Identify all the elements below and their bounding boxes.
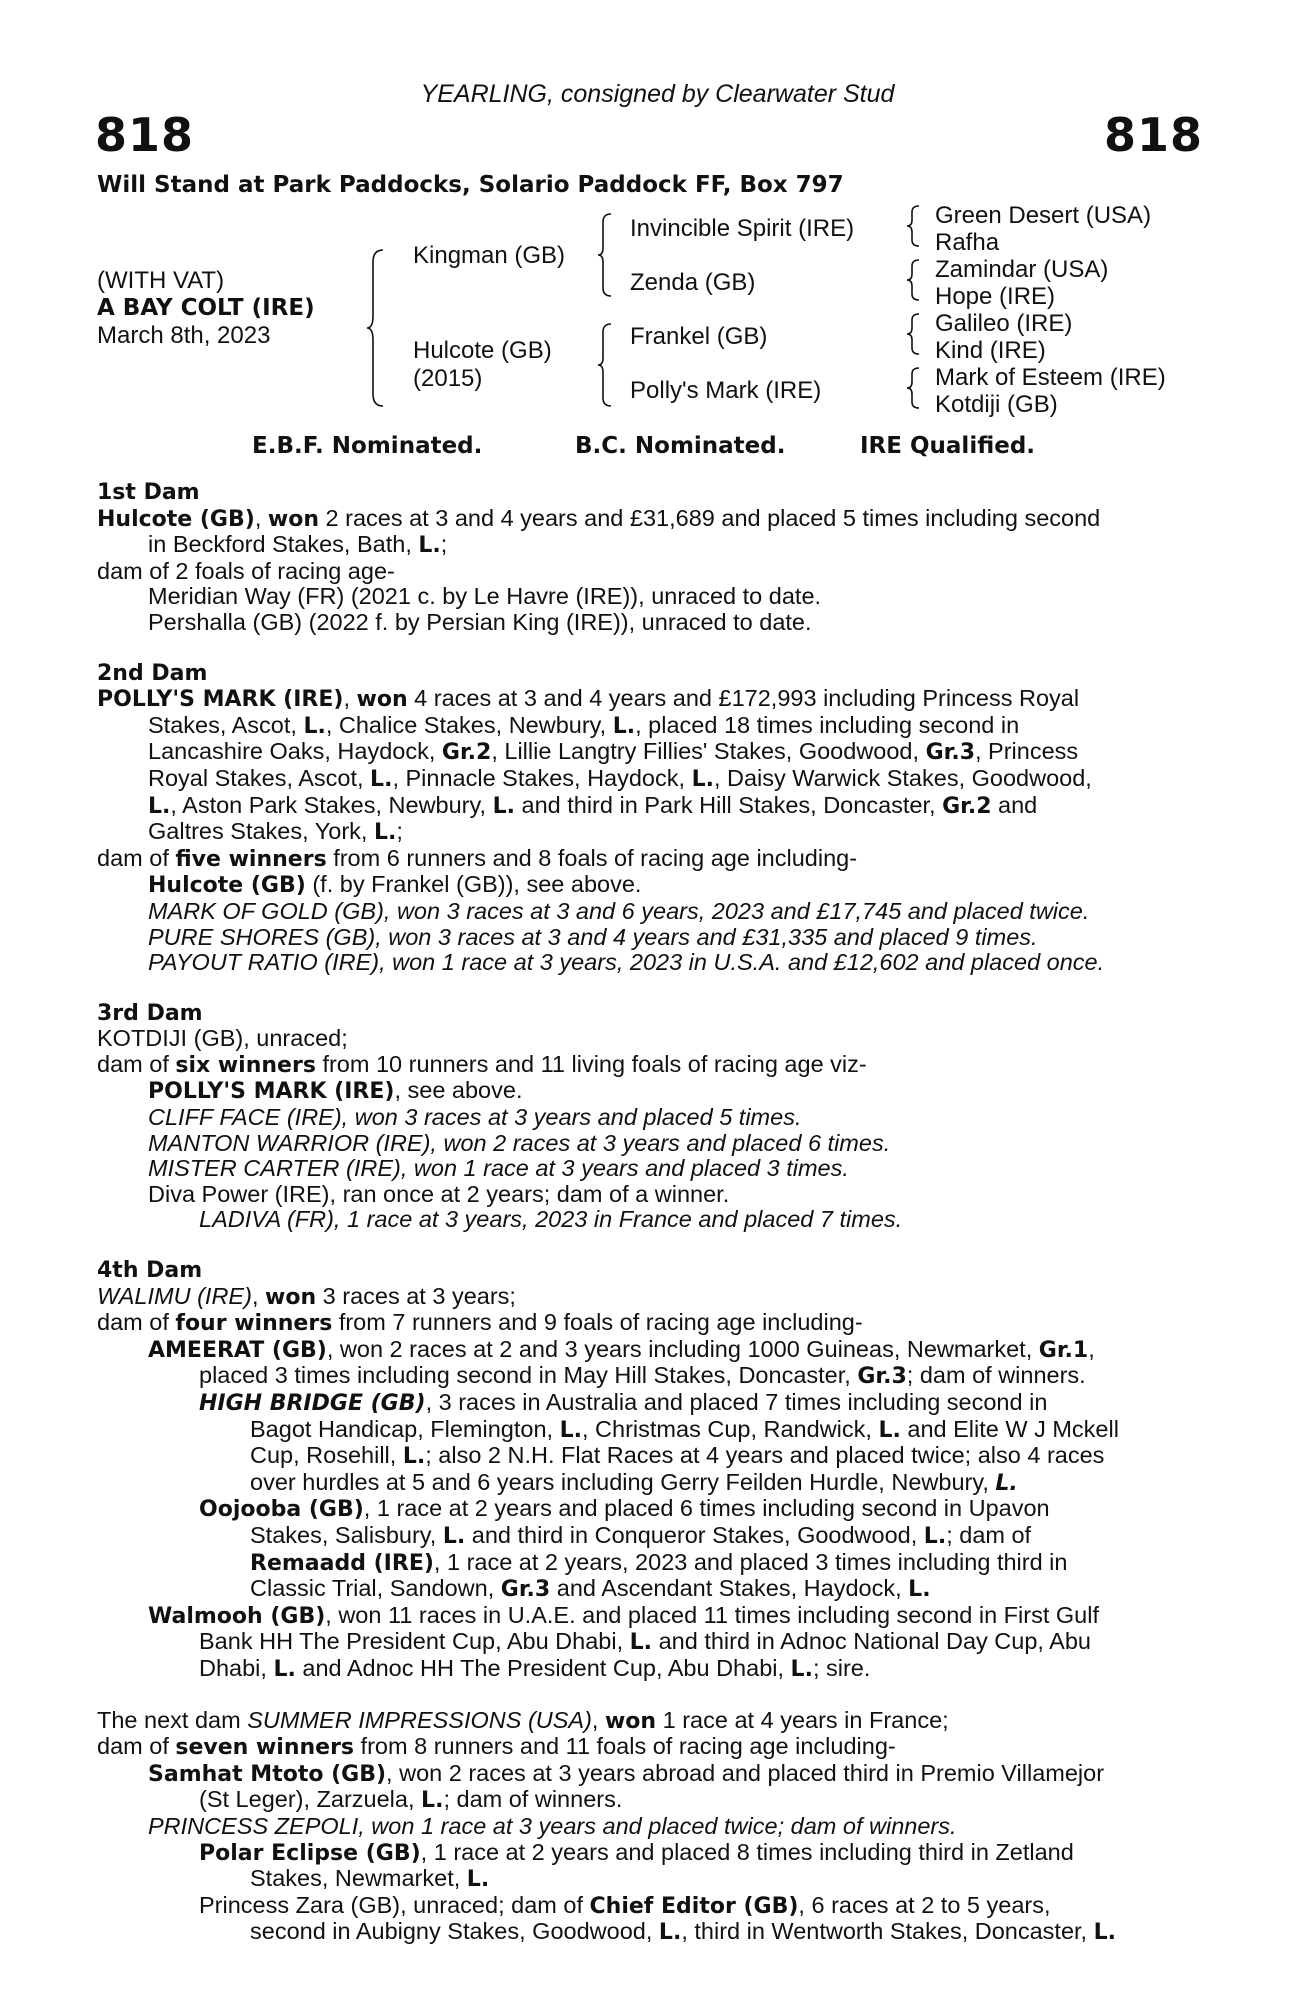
text-run: , Christmas Cup, Randwick, xyxy=(582,1415,879,1442)
text-run: 2 races at 3 and 4 years and £31,689 and placed 5 times including second xyxy=(318,504,1101,531)
ire-qualified: IRE Qualified. xyxy=(860,433,1036,459)
bold-run: L. xyxy=(373,820,397,846)
bold-run: L. xyxy=(402,1444,426,1470)
bold-run: L. xyxy=(629,1630,653,1656)
text-line xyxy=(97,1417,1203,1444)
text-line xyxy=(97,1814,1203,1840)
text-line xyxy=(97,1182,1203,1208)
text-run: Cup, Rosehill, xyxy=(250,1442,403,1469)
standing-location: Will Stand at Park Paddocks, Solario Paddock FF, Box 797 xyxy=(97,172,844,198)
text-line xyxy=(97,1470,1203,1497)
text-run: dam of xyxy=(97,1733,176,1760)
fourth-dam-title: 4th Dam xyxy=(97,1258,203,1284)
foaling-date: March 8th, 2023 xyxy=(97,322,271,349)
fourth-dam-section xyxy=(97,1258,1203,1683)
dam-dam: Polly's Mark (IRE) xyxy=(630,377,822,404)
text-run: Dhabi, xyxy=(199,1654,274,1681)
bold-run: L. xyxy=(923,1523,947,1549)
text-run: and xyxy=(991,791,1038,818)
bold-run: Chief Editor (GB) xyxy=(589,1893,799,1919)
bold-run: won xyxy=(356,687,408,713)
text-run: , 3 races in Australia and placed 7 times including second in xyxy=(425,1389,1048,1415)
text-run: dam of xyxy=(97,844,176,871)
bold-run: Polar Eclipse (GB) xyxy=(199,1840,421,1866)
italic-run: PURE SHORES (GB), won 3 races at 3 and 4 years and £31,335 and placed 9 times. xyxy=(148,923,1038,950)
text-run: , placed 18 times including second in xyxy=(635,711,1020,738)
text-line xyxy=(97,899,1203,925)
bold-run: HIGH BRIDGE (GB) xyxy=(199,1391,426,1416)
text-line xyxy=(97,1105,1203,1131)
text-run: Galtres Stakes, York, xyxy=(148,818,374,845)
text-run: from 7 runners and 9 foals of racing age including- xyxy=(332,1309,863,1336)
text-line xyxy=(97,925,1203,951)
first-dam-title: 1st Dam xyxy=(97,480,200,505)
sire-dam-dam: Hope (IRE) xyxy=(935,283,1056,310)
text-line xyxy=(97,1708,1203,1735)
text-run: , Daisy Warwick Stakes, Goodwood, xyxy=(713,764,1092,791)
bold-run: L. xyxy=(303,713,326,739)
text-line xyxy=(97,1629,1203,1656)
text-run: ; also 2 N.H. Flat Races at 4 years and placed twice; also 4 races xyxy=(425,1442,1105,1469)
bold-run: Gr.3 xyxy=(925,740,975,766)
text-run: , 6 races at 2 to 5 years, xyxy=(798,1891,1051,1918)
text-line xyxy=(97,1523,1203,1550)
text-run: Stakes, Newmarket, xyxy=(250,1865,467,1892)
text-run: Lancashire Oaks, Haydock, xyxy=(148,738,442,765)
text-line xyxy=(97,1363,1203,1390)
brace-sire xyxy=(596,212,616,298)
bold-run: L. xyxy=(612,713,636,739)
bold-run: L. xyxy=(1093,1920,1117,1946)
text-line xyxy=(97,1131,1203,1157)
text-line xyxy=(97,610,1203,636)
bold-run: L. xyxy=(442,1523,466,1549)
dam-sire: Frankel (GB) xyxy=(630,323,768,350)
italic-run: MANTON WARRIOR (IRE), won 2 races at 3 years and placed 6 times. xyxy=(148,1129,891,1156)
text-run: second in Aubigny Stakes, Goodwood, xyxy=(250,1918,659,1945)
vat-note: (WITH VAT) xyxy=(97,267,225,294)
text-run: , xyxy=(343,685,357,712)
text-line xyxy=(97,1026,1203,1052)
first-dam-section xyxy=(97,480,1203,636)
bold-run: Gr.3 xyxy=(500,1577,551,1603)
text-run: placed 3 times including second in May Hill Stakes, Doncaster, xyxy=(199,1362,858,1389)
text-run: from 10 runners and 11 living foals of racing age viz- xyxy=(315,1050,867,1077)
bold-run: six winners xyxy=(175,1052,316,1078)
text-run: , won 11 races in U.A.E. and placed 11 times including second in First Gulf xyxy=(325,1601,1099,1628)
dam-year: (2015) xyxy=(413,365,483,392)
text-run: , Pinnacle Stakes, Haydock, xyxy=(392,764,692,791)
bold-run: AMEERAT (GB) xyxy=(148,1337,327,1363)
dam-name: Hulcote (GB) xyxy=(413,337,552,364)
text-run: ; sire. xyxy=(812,1654,871,1681)
sire-dam: Zenda (GB) xyxy=(630,269,756,296)
text-run: and Ascendant Stakes, Haydock, xyxy=(550,1575,909,1602)
dam-sire-dam: Kind (IRE) xyxy=(935,337,1046,364)
bold-run: L. xyxy=(691,766,714,792)
horse-name: A BAY COLT (IRE) xyxy=(97,295,315,321)
sire-sire-sire: Green Desert (USA) xyxy=(935,202,1152,229)
text-line xyxy=(97,559,1203,585)
text-line xyxy=(97,532,1203,559)
text-run: from 6 runners and 8 foals of racing age including- xyxy=(326,844,858,871)
lot-number-right: 818 xyxy=(1103,108,1203,162)
sire-sire-dam: Rafha xyxy=(935,229,1000,256)
text-run: dam of 2 foals of racing age- xyxy=(97,557,395,584)
text-run: , won 2 races at 2 and 3 years including 1000 Guineas, Newmarket, xyxy=(326,1335,1039,1362)
text-line xyxy=(97,819,1203,846)
dam-dam-dam: Kotdiji (GB) xyxy=(935,391,1058,418)
text-run: , third in Wentworth Stakes, Doncaster, xyxy=(681,1918,1094,1945)
text-run: The next dam xyxy=(97,1706,248,1733)
bold-run: POLLY'S MARK (IRE) xyxy=(97,687,344,713)
text-run: ; dam of winners. xyxy=(443,1786,623,1813)
bold-run: Oojooba (GB) xyxy=(199,1497,364,1523)
text-run: 1 race at 4 years in France; xyxy=(656,1706,949,1733)
bold-run: five winners xyxy=(175,846,327,872)
next-dam-section xyxy=(97,1708,1203,1946)
text-line xyxy=(97,1052,1203,1079)
text-line xyxy=(97,1787,1203,1814)
text-run: over hurdles at 5 and 6 years including Gerry Feilden Hurdle, Newbury, xyxy=(250,1468,996,1495)
text-run: , xyxy=(254,504,268,531)
text-run: (St Leger), Zarzuela, xyxy=(199,1786,422,1813)
italic-run: CLIFF FACE (IRE), won 3 races at 3 years and placed 5 times. xyxy=(148,1104,802,1131)
bold-run: won xyxy=(265,1284,317,1310)
text-run: , 1 race at 2 years and placed 8 times including third in Zetland xyxy=(420,1838,1074,1865)
text-run: Classic Trial, Sandown, xyxy=(250,1575,501,1602)
italic-run: SUMMER IMPRESSIONS (USA) xyxy=(247,1706,592,1733)
third-dam-title: 3rd Dam xyxy=(97,1000,203,1026)
bc-nomination: B.C. Nominated. xyxy=(575,433,786,459)
bold-run: won xyxy=(267,506,319,532)
text-line xyxy=(97,1919,1203,1946)
bold-run: Hulcote (GB) xyxy=(148,873,306,899)
text-run: , xyxy=(591,1706,605,1733)
bold-run: L. xyxy=(370,766,393,792)
italic-run: MARK OF GOLD (GB), won 3 races at 3 and 6 years, 2023 and £17,745 and placed twice. xyxy=(148,897,1090,924)
text-run: and Elite W J Mckell xyxy=(900,1415,1119,1442)
text-line xyxy=(97,1284,1203,1311)
bold-run: L. xyxy=(466,1867,490,1893)
brace-ds xyxy=(905,312,923,356)
text-line xyxy=(97,846,1203,873)
dam-dam-sire: Mark of Esteem (IRE) xyxy=(935,364,1166,391)
bold-run: Gr.2 xyxy=(441,740,492,766)
text-line xyxy=(97,793,1203,820)
text-run: , Princess xyxy=(975,738,1079,765)
text-run: , Chalice Stakes, Newbury, xyxy=(325,711,613,738)
bold-run: L. xyxy=(995,1470,1018,1496)
text-run: , xyxy=(251,1282,265,1309)
text-run: , 1 race at 2 years and placed 6 times including second in Upavon xyxy=(363,1495,1050,1522)
text-run: Bank HH The President Cup, Abu Dhabi, xyxy=(199,1628,630,1655)
text-line xyxy=(97,584,1203,610)
text-run: dam of xyxy=(97,1050,176,1077)
text-run: Meridian Way (FR) (2021 c. by Le Havre (IRE)), unraced to date. xyxy=(148,583,822,610)
text-line xyxy=(97,1390,1203,1417)
text-line xyxy=(97,713,1203,740)
third-dam-section xyxy=(97,1001,1203,1233)
bold-run: L. xyxy=(878,1417,901,1443)
text-run: ; xyxy=(396,818,403,845)
catalogue-body xyxy=(97,480,1203,1971)
text-run: 3 races at 3 years; xyxy=(316,1282,516,1309)
text-run: Bagot Handicap, Flemington, xyxy=(250,1415,560,1442)
bold-run: L. xyxy=(908,1577,931,1603)
bold-run: Gr.3 xyxy=(857,1364,907,1390)
bold-run: won xyxy=(604,1708,657,1734)
text-line xyxy=(97,1893,1203,1920)
text-line xyxy=(97,1207,1203,1233)
text-run: 4 races at 3 and 4 years and £172,993 including Princess Royal xyxy=(407,685,1080,712)
second-dam-section xyxy=(97,661,1203,976)
text-run: , Aston Park Stakes, Newbury, xyxy=(170,791,493,818)
brace-main xyxy=(365,248,389,408)
sire-sire: Invincible Spirit (IRE) xyxy=(630,215,855,242)
text-line xyxy=(97,1734,1203,1761)
page-subtitle: YEARLING, consigned by Clearwater Stud xyxy=(420,80,895,108)
bold-run: Samhat Mtoto (GB) xyxy=(148,1761,387,1787)
text-line xyxy=(97,872,1203,899)
text-run: Stakes, Salisbury, xyxy=(250,1521,443,1548)
brace-dam xyxy=(596,322,616,408)
text-line xyxy=(97,766,1203,793)
text-line xyxy=(97,739,1203,766)
brace-dd xyxy=(905,366,923,410)
text-line xyxy=(97,686,1203,713)
text-line xyxy=(97,1078,1203,1105)
italic-run: MISTER CARTER (IRE), won 1 race at 3 years and placed 3 times. xyxy=(148,1155,849,1182)
bold-run: Remaadd (IRE) xyxy=(250,1550,434,1576)
sire-dam-sire: Zamindar (USA) xyxy=(935,256,1109,283)
text-line xyxy=(97,1550,1203,1577)
text-run: Princess Zara (GB), unraced; dam of xyxy=(199,1891,590,1918)
text-run: , Lillie Langtry Fillies' Stakes, Goodwood, xyxy=(491,738,926,765)
text-run: and third in Conqueror Stakes, Goodwood, xyxy=(465,1521,924,1548)
text-run: dam of xyxy=(97,1309,176,1336)
text-run: Royal Stakes, Ascot, xyxy=(148,764,371,791)
text-run: KOTDIJI (GB), unraced; xyxy=(97,1025,348,1052)
text-line xyxy=(97,1156,1203,1182)
bold-run: L. xyxy=(559,1417,582,1443)
text-run: ; dam of xyxy=(946,1521,1032,1548)
text-line xyxy=(97,1496,1203,1523)
text-run: , see above. xyxy=(394,1077,523,1104)
text-line xyxy=(97,1603,1203,1630)
bold-run: L. xyxy=(658,1920,682,1946)
text-run: Pershalla (GB) (2022 f. by Persian King (IRE)), unraced to date. xyxy=(148,608,812,635)
italic-run: WALIMU (IRE) xyxy=(97,1282,252,1309)
text-run: , won 2 races at 3 years abroad and placed third in Premio Villamejor xyxy=(386,1759,1105,1786)
italic-run: PRINCESS ZEPOLI, won 1 race at 3 years and placed twice; dam of winners. xyxy=(148,1812,957,1839)
dam-sire-sire: Galileo (IRE) xyxy=(935,310,1073,337)
text-run: and third in Adnoc National Day Cup, Abu xyxy=(652,1628,1091,1655)
text-line xyxy=(97,1761,1203,1788)
text-run: , 1 race at 2 years, 2023 and placed 3 times including third in xyxy=(433,1548,1068,1575)
bold-run: L. xyxy=(421,1788,444,1814)
text-run: and third in Park Hill Stakes, Doncaster, xyxy=(514,791,943,818)
lot-number-left: 818 xyxy=(95,108,195,162)
second-dam-title: 2nd Dam xyxy=(97,660,208,686)
bold-run: L. xyxy=(273,1656,296,1682)
ebf-nomination: E.B.F. Nominated. xyxy=(252,433,483,459)
bold-run: Walmooh (GB) xyxy=(148,1603,326,1629)
bold-run: L. xyxy=(492,793,515,819)
text-line xyxy=(97,1337,1203,1364)
text-line xyxy=(97,1840,1203,1867)
text-line xyxy=(97,506,1203,533)
sire-name: Kingman (GB) xyxy=(413,242,566,269)
text-run: ; dam of winners. xyxy=(906,1362,1086,1389)
text-run: ; xyxy=(440,531,448,558)
bold-run: L. xyxy=(418,533,441,559)
text-line xyxy=(97,1310,1203,1337)
italic-run: PAYOUT RATIO (IRE), won 1 race at 3 years, 2023 in U.S.A. and £12,602 and placed once. xyxy=(148,949,1105,976)
text-run: (f. by Frankel (GB)), see above. xyxy=(305,871,642,898)
text-run: and Adnoc HH The President Cup, Abu Dhabi, xyxy=(295,1654,791,1681)
text-line xyxy=(97,1576,1203,1603)
text-run: Stakes, Ascot, xyxy=(148,711,304,738)
text-line xyxy=(97,1443,1203,1470)
bold-run: Gr.2 xyxy=(942,793,992,819)
italic-run: LADIVA (FR), 1 race at 3 years, 2023 in France and placed 7 times. xyxy=(199,1206,903,1233)
brace-ss xyxy=(905,204,923,248)
text-run: in Beckford Stakes, Bath, xyxy=(148,531,419,558)
text-line xyxy=(97,1866,1203,1893)
bold-run: L. xyxy=(148,793,171,819)
brace-sd xyxy=(905,258,923,302)
bold-run: POLLY'S MARK (IRE) xyxy=(148,1079,395,1105)
text-run: , xyxy=(1088,1335,1095,1362)
bold-run: Gr.1 xyxy=(1038,1337,1089,1363)
bold-run: L. xyxy=(790,1656,813,1682)
text-line xyxy=(97,1656,1203,1683)
bold-run: Hulcote (GB) xyxy=(97,506,255,532)
text-line xyxy=(97,950,1203,976)
bold-run: seven winners xyxy=(175,1735,355,1761)
text-run: from 8 runners and 11 foals of racing age including- xyxy=(354,1733,896,1760)
text-run: Diva Power (IRE), ran once at 2 years; dam of a winner. xyxy=(148,1180,730,1207)
bold-run: four winners xyxy=(175,1311,333,1337)
